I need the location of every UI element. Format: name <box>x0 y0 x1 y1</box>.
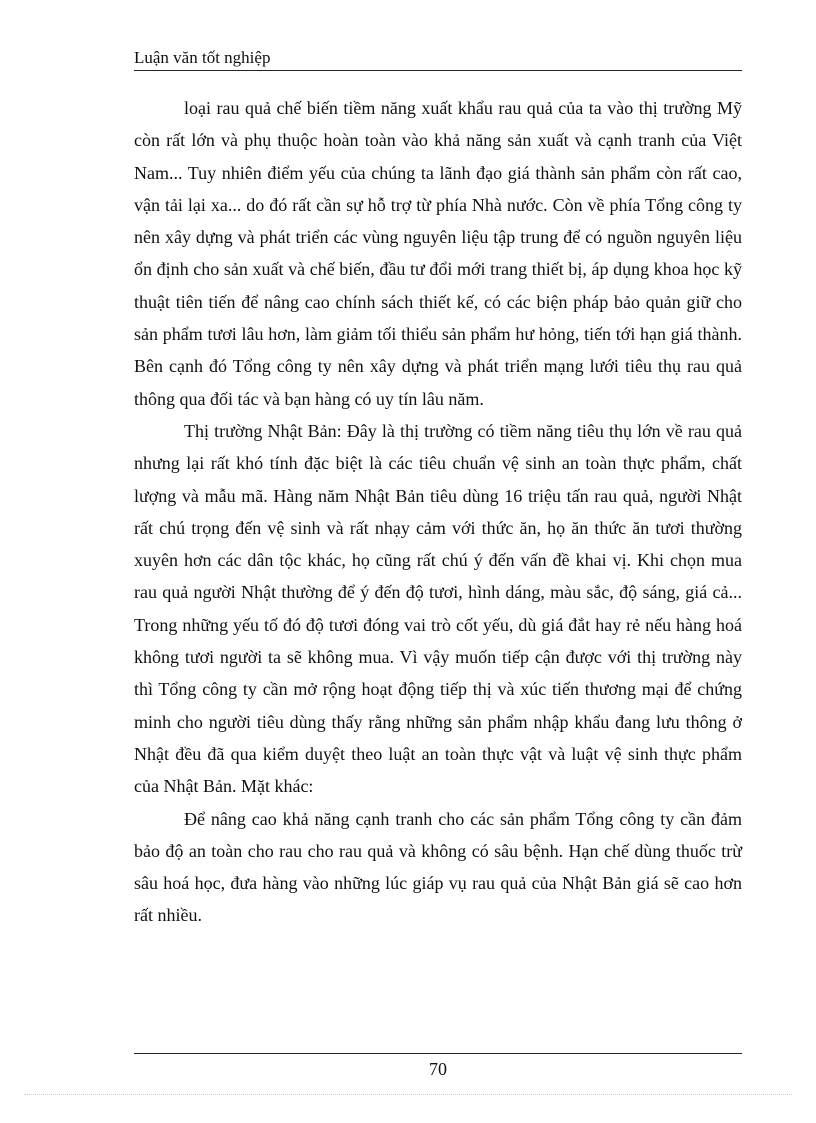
paragraph-2: Thị trường Nhật Bản: Đây là thị trường có tiềm năng tiêu thụ lớn về rau quả nhưng lại rất khó tính đặc biệt là các tiêu chuẩn vệ sinh an toàn thực phẩm, chất lượng và mẫu mã. Hàng năm Nhật Bản tiêu dùng 16 triệu tấn rau quả, người Nhật rất chú trọng đến vệ sinh và rất nhạy cảm với thức ăn, họ ăn thức ăn tươi thường xuyên hơn các dân tộc khác, họ cũng rất chú ý đến vấn đề khai vị. Khi chọn mua rau quả người Nhật thường để ý đến độ tươi, hình dáng, màu sắc, độ sáng, giá cả... Trong những yếu tố đó độ tươi đóng vai trò cốt yếu, dù giá đắt hay rẻ nếu hàng hoá không tươi người ta sẽ không mua. Vì vậy muốn tiếp cận được với thị trường này thì Tổng công ty cần mở rộng hoạt động tiếp thị và xúc tiến thương mại để chứng minh cho người tiêu dùng thấy rằng những sản phẩm nhập khẩu đang lưu thông ở Nhật đều đã qua kiểm duyệt theo luật an toàn thực vật và luật vệ sinh thực phẩm của Nhật Bản. Mặt khác: <box>134 420 742 797</box>
page-bottom-divider <box>24 1094 792 1095</box>
paragraph-1: loại rau quả chế biến tiềm năng xuất khẩu rau quả của ta vào thị trường Mỹ còn rất lớn và phụ thuộc hoàn toàn vào khả năng sản xuất và cạnh tranh của Việt Nam... Tuy nhiên điểm yếu của chúng ta lãnh đạo giá thành sản phẩm còn rất cao, vận tải lại xa... do đó rất cần sự hỗ trợ từ phía Nhà nước. Còn về phía Tổng công ty nên xây dựng và phát triển các vùng nguyên liệu tập trung để có nguồn nguyên liệu ổn định cho sản xuất và chế biến, đầu tư đổi mới trang thiết bị, áp dụng khoa học kỹ thuật tiên tiến để nâng cao chính sách thiết kế, có các biện pháp bảo quản giữ cho sản phẩm tươi lâu hơn, làm giảm tối thiểu sản phẩm hư hỏng, tiến tới hạn giá thành. Bên cạnh đó Tổng công ty nên xây dựng và phát triển mạng lưới tiêu thụ rau quả thông qua đối tác và bạn hàng có uy tín lâu năm. <box>134 98 742 409</box>
paragraph-3: Để nâng cao khả năng cạnh tranh cho các sản phẩm Tổng công ty cần đảm bảo độ an toàn cho rau cho rau quả và không có sâu bệnh. Hạn chế dùng thuốc trừ sâu hoá học, đưa hàng vào những lúc giáp vụ rau quả của Nhật Bản giá sẽ cao hơn rất nhiều. <box>134 808 742 926</box>
page-number: 70 <box>429 1059 447 1079</box>
page-header <box>134 47 742 71</box>
page-footer <box>134 1053 742 1082</box>
document-body <box>134 92 742 932</box>
header-title: Luận văn tốt nghiệp <box>134 48 271 67</box>
